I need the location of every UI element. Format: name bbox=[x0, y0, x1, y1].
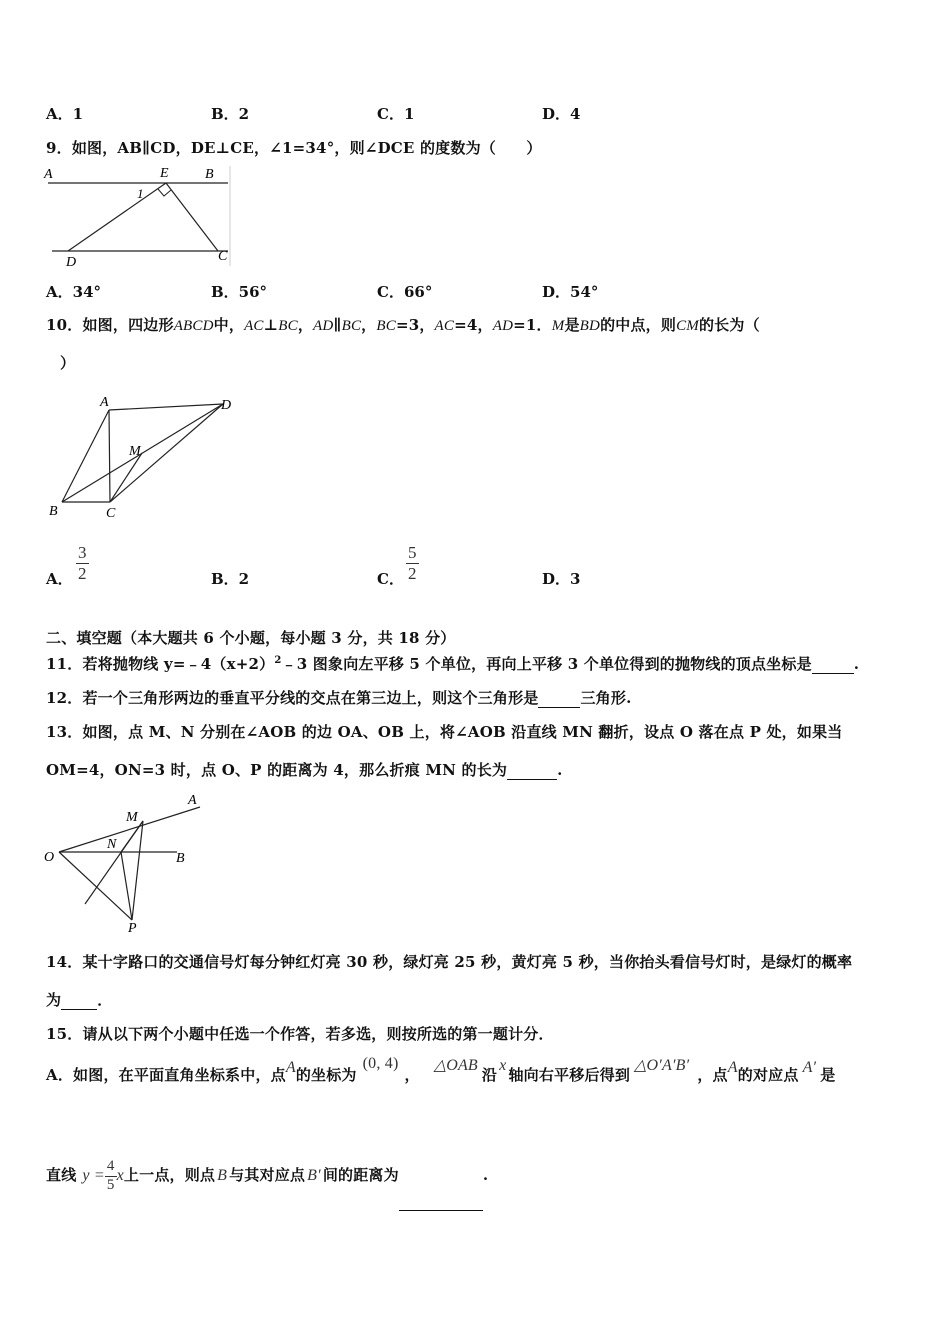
q13-label-b: B bbox=[176, 851, 185, 866]
q14-stem-line2: 为 ． bbox=[46, 991, 113, 1009]
q10-option-a-letter: A． bbox=[46, 570, 73, 588]
q10-option-a-fraction bbox=[76, 543, 89, 583]
q13-label-p: P bbox=[128, 921, 137, 936]
q14-stem-line1: 14．某十字路口的交通信号灯每分钟红灯亮 30 秒，绿灯亮 25 秒，黄灯亮 5 秒，当你抬头看信号灯时，是绿灯的概率 bbox=[46, 953, 853, 971]
q10-label-c: C bbox=[106, 506, 116, 521]
q9-right-angle-mark bbox=[158, 189, 171, 196]
q8-option-b: B．2 bbox=[211, 105, 250, 123]
q13-label-o: O bbox=[44, 850, 55, 865]
q13-answer-blank[interactable] bbox=[507, 761, 557, 780]
q15-point-a: A bbox=[285, 1059, 296, 1076]
q10-option-c-fraction bbox=[406, 543, 419, 583]
q9-option-b: B．56° bbox=[211, 283, 268, 301]
q9-label-angle-1: 1 bbox=[137, 186, 144, 201]
q15-point-b: B bbox=[217, 1167, 228, 1184]
q9-label-b: B bbox=[205, 167, 214, 182]
q13-fold-line bbox=[85, 821, 143, 904]
q8-option-a: A．1 bbox=[46, 105, 84, 123]
q9-label-c: C bbox=[218, 249, 228, 264]
q9-option-c: C．66° bbox=[377, 283, 433, 301]
q8-option-c: C．1 bbox=[377, 105, 415, 123]
q15-point-b-prime: B′ bbox=[307, 1167, 321, 1184]
q12-answer-blank[interactable] bbox=[538, 689, 580, 708]
q9-segment-ec bbox=[166, 183, 218, 251]
q11-answer-blank[interactable] bbox=[812, 655, 854, 674]
q10-segment-cd bbox=[110, 404, 223, 502]
q15-triangle-oab: △OAB bbox=[433, 1057, 478, 1074]
q13-label-m: M bbox=[126, 810, 138, 825]
q10-option-a-numerator: 3 bbox=[78, 543, 87, 562]
q10-option-c-letter: C． bbox=[377, 570, 404, 588]
q10-label-d: D bbox=[221, 398, 232, 413]
q15-equation-denominator: 5 bbox=[106, 1176, 115, 1193]
q9-label-e: E bbox=[160, 166, 169, 181]
q10-figure bbox=[40, 392, 250, 522]
q15-a-line2: 直线 y = $\frac{4}{5}$ x上一点，则点 B 与其对应点 B′ 间的距离为 . bbox=[46, 1140, 488, 1211]
q15-triangle-oab-prime: △O′A′B′ bbox=[634, 1057, 690, 1074]
q10-segment-ac bbox=[109, 410, 110, 502]
q15-equation-y: y = bbox=[82, 1167, 105, 1184]
q10-option-d: D．3 bbox=[542, 570, 581, 588]
q10-segment-bd bbox=[62, 404, 223, 502]
q15-equation-numerator: 4 bbox=[106, 1158, 115, 1175]
q10-label-a: A bbox=[100, 395, 109, 410]
q13-segment-mp bbox=[132, 821, 143, 920]
q15-answer-blank[interactable] bbox=[399, 1140, 483, 1211]
q10-option-c-denominator: 2 bbox=[408, 563, 417, 583]
q15-intro: 15．请从以下两个小题中任选一个作答，若多选，则按所选的第一题计分． bbox=[46, 1025, 554, 1043]
q10-label-m: M bbox=[129, 444, 141, 459]
q13-figure bbox=[40, 788, 215, 938]
q9-label-a: A bbox=[44, 167, 53, 182]
q10-segment-ad bbox=[109, 404, 223, 410]
q13-label-a: A bbox=[188, 793, 197, 808]
q9-label-d: D bbox=[66, 255, 77, 270]
q15-coordinate: (0, 4) bbox=[362, 1055, 399, 1072]
q10-stem: 10．如图，四边形ABCD中，AC⊥BC，AD∥BC，BC=3，AC=4，AD=1．M是BD的中点，则CM的长为（ bbox=[46, 316, 760, 334]
q10-option-a-denominator: 2 bbox=[78, 563, 87, 583]
q9-figure bbox=[40, 162, 240, 274]
q9-segment-de bbox=[68, 183, 166, 251]
q15-equation-x: x bbox=[116, 1167, 124, 1184]
q13-segment-np bbox=[121, 852, 132, 920]
q13-stem-line1: 13．如图，点 M、N 分别在∠AOB 的边 OA、OB 上，将∠AOB 沿直线 MN 翻折，设点 O 落在点 P 处，如果当 bbox=[46, 723, 843, 741]
section2-title: 二、填空题（本大题共 6 个小题，每小题 3 分，共 18 分） bbox=[46, 629, 456, 647]
q13-label-n: N bbox=[107, 837, 117, 852]
q8-option-d: D．4 bbox=[542, 105, 581, 123]
q10-option-c-numerator: 5 bbox=[408, 543, 417, 562]
q12-stem: 12．若一个三角形两边的垂直平分线的交点在第三边上，则这个三角形是 三角形. bbox=[46, 689, 632, 707]
q15-a-line1: A．如图，在平面直角坐标系中，点A的坐标为(0, 4)，△OAB沿x轴向右平移后得到△O′A′B′，点A的对应点 A′ 是 bbox=[46, 1055, 836, 1084]
q9-option-d: D．54° bbox=[542, 283, 599, 301]
q15-point-a-prime: A′ bbox=[802, 1059, 817, 1076]
q11-stem: 11．若将抛物线 $y=﹣4(x+2)^2﹣3$ 图象向左平移 5 个单位，再向上平移 3 个单位得到的抛物线的顶点坐标是 . bbox=[46, 655, 860, 673]
q10-stem-closing: ） bbox=[60, 354, 76, 372]
q10-segment-cm bbox=[110, 453, 142, 502]
q13-stem-line2: OM=4，ON=3 时，点 O、P 的距离为 4，那么折痕 MN 的长为 . bbox=[46, 761, 563, 779]
q13-segment-op bbox=[59, 852, 132, 920]
q15-axis-x: x bbox=[499, 1057, 507, 1074]
q14-answer-blank[interactable] bbox=[61, 991, 97, 1010]
q10-label-b: B bbox=[49, 504, 58, 519]
q9-option-a: A．34° bbox=[46, 283, 102, 301]
q15-equation-fraction bbox=[105, 1158, 117, 1194]
q9-stem: 9．如图，AB∥CD，DE⊥CE，∠1=34°，则∠DCE 的度数为（ ） bbox=[46, 139, 542, 157]
q15-point-a-2: A bbox=[727, 1059, 738, 1076]
q10-option-b: B．2 bbox=[211, 570, 250, 588]
